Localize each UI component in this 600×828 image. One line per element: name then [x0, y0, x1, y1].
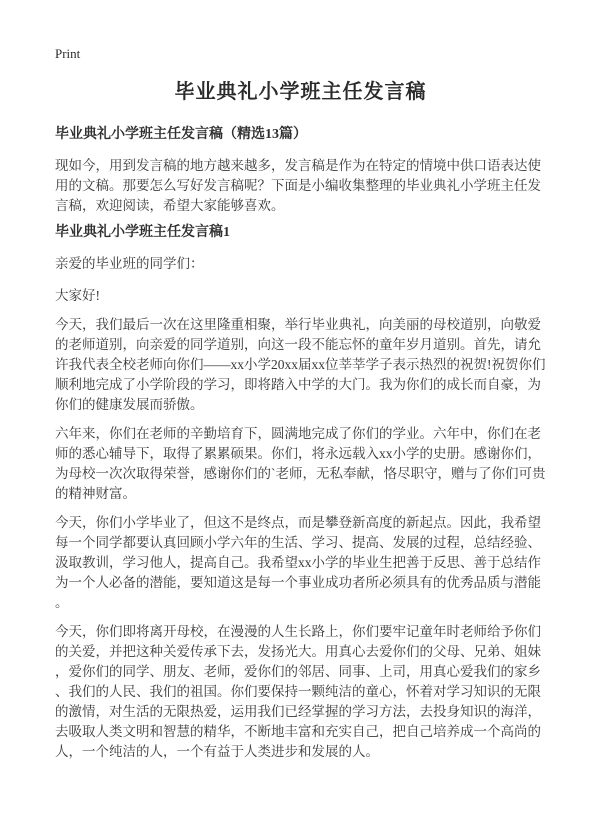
page-title: 毕业典礼小学班主任发言稿 [174, 81, 427, 103]
speech-paragraph-2: 六年来，你们在老师的辛勤培育下，圆满地完成了你们的学业。六年中，你们在老师的悉心辅导下，取得了累累硕果。你们，将永远载入xx小学的史册。感谢你们，为母校一次次取得荣誉，感谢你们的`老师，无私奉献，恪尽职守，赠与了你们可贵的精神财富。 [55, 426, 546, 501]
salutation-line: 亲爱的毕业班的同学们： [55, 256, 204, 271]
intro-paragraph: 现如今，用到发言稿的地方越来越多，发言稿是作为在特定的情境中供口语表达使用的文稿。那要怎么写好发言稿呢？下面是小编收集整理的毕业典礼小学班主任发言稿，欢迎阅读，希望大家能够喜欢。 [55, 158, 541, 213]
speech-paragraph-4: 今天，你们即将离开母校，在漫漫的人生长路上，你们要牢记童年时老师给予你们的关爱，并把这种关爱传承下去，发扬光大。用真心去爱你们的父母、兄弟、姐妹，爱你们的同学、朋友、老师，爱你们的邻居、同事、上司，用真心爱我们的家乡、我们的人民、我们的祖国。你们要保持一颗纯洁的童心，怀着对学习知识的无限的激情，对生活的无限热爱，运用我们已经掌握的学习方法，去投身知识的海洋，去吸取人类文明和智慧的精华，不断地丰富和充实自己，把自己培养成一个高尚的人，一个纯洁的人，一个有益于人类进步和发展的人。 [55, 624, 541, 759]
speech-paragraph-1: 今天，我们最后一次在这里隆重相聚，举行毕业典礼，向美丽的母校道别，向敬爱的老师道别，向亲爱的同学道别，向这一段不能忘怀的童年岁月道别。首先，请允许我代表全校老师向你们——xx小学20xx届xx位莘莘学子表示热烈的祝贺!祝贺你们顺利地完成了小学阶段的学习，即将踏入中学的大门。我为你们的成长而自豪，为你们的健康发展而骄傲。 [55, 317, 546, 412]
speech-paragraph-3: 今天，你们小学毕业了，但这不是终点，而是攀登新高度的新起点。因此，我希望每一个同学都要认真回顾小学六年的生活、学习、提高、发展的过程，总结经验、汲取教训，学习他人，提高自己。我希望xx小学的毕业生把善于反思、善于总结作为一个人必备的潜能，要知道这是每一个事业成功者所必须具有的优秀品质与潜能。 [55, 515, 541, 610]
section-heading: 毕业典礼小学班主任发言稿1 [55, 225, 230, 240]
greeting-line: 大家好! [55, 288, 100, 303]
print-button[interactable]: Print [55, 46, 81, 61]
article-subtitle: 毕业典礼小学班主任发言稿（精选13篇） [55, 127, 307, 142]
